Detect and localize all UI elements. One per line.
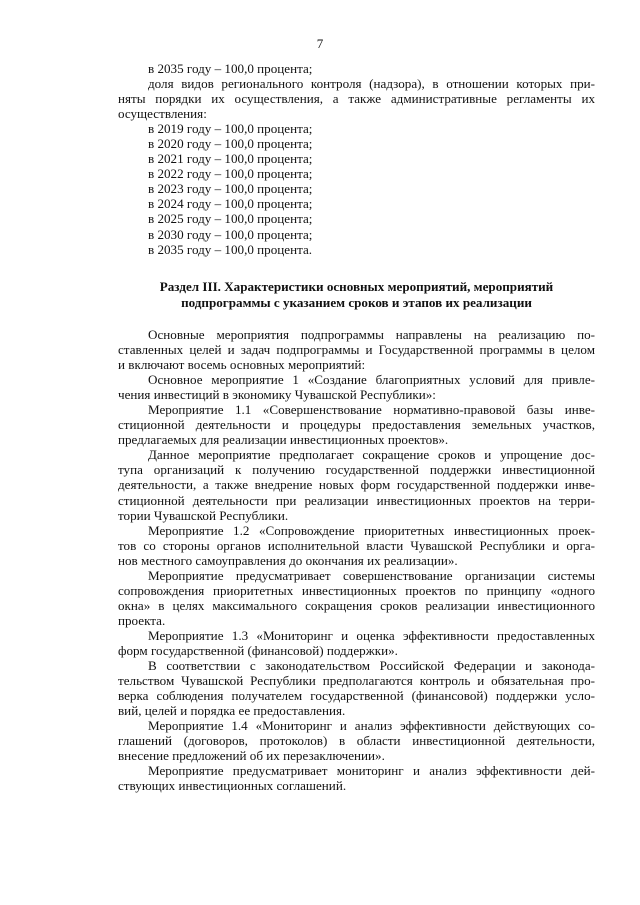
body-line: верка соблюдения получателем государственной (финансовой) поддержки усло- (118, 688, 595, 704)
paragraph-line: осуществления: (118, 106, 207, 122)
year-line: в 2022 году – 100,0 процента; (148, 166, 313, 182)
body-line: чения инвестиций в экономику Чувашской Республики»: (118, 387, 436, 403)
body-line: тупа организаций к получению государственной поддержки инвестиционной (118, 462, 595, 478)
body-line: Мероприятие предусматривает совершенствование организации системы (148, 567, 595, 583)
year-line: в 2023 году – 100,0 процента; (148, 181, 313, 197)
year-line: в 2030 году – 100,0 процента; (148, 226, 313, 242)
body-line: стиционной деятельности при реализации инвестиционных проектов на терри- (118, 492, 595, 508)
body-line: Основные мероприятия подпрограммы направлены на реализацию по- (148, 327, 595, 342)
body-line: Мероприятие 1.2 «Сопровождение приоритетных инвестиционных проек- (148, 522, 595, 538)
body-line: вий, целей и порядка ее предоставления. (118, 703, 346, 719)
paragraph-line: доля видов регионального контроля (надзора), в отношении которых при- (148, 76, 595, 92)
body-line: ставленных целей и задач подпрограммы и Государственной программы в целом (118, 342, 595, 358)
year-line: в 2019 году – 100,0 процента; (148, 121, 313, 137)
year-line: в 2035 году – 100,0 процента. (148, 241, 313, 257)
body-line: нов местного самоуправления до окончания их реализации». (118, 552, 458, 568)
body-text (118, 327, 595, 793)
body-line: Данное мероприятие предполагает сокращение сроков и упрощение дос- (148, 447, 595, 463)
year-line-2035-first: в 2035 году – 100,0 процента; (148, 61, 313, 76)
year-line: в 2020 году – 100,0 процента; (148, 136, 313, 152)
body-line: В соответствии с законодательством Российской Федерации и законода- (148, 658, 595, 674)
year-line: в 2025 году – 100,0 процента; (148, 211, 313, 227)
body-line: тории Чувашской Республики. (118, 507, 289, 523)
section-heading (118, 279, 595, 310)
paragraph-line: няты порядки их осуществления, а также административные регламенты их (118, 91, 595, 107)
body-line: предлагаемых для реализации инвестиционных проектов». (118, 432, 449, 448)
body-line: ствующих инвестиционных соглашений. (118, 778, 347, 794)
body-line: окна» в целях максимального сокращения сроков реализации инвестиционного (118, 597, 595, 613)
body-line: Мероприятие 1.3 «Мониторинг и оценка эффективности предоставленных (148, 627, 595, 643)
body-line: форм государственной (финансовой) поддержки». (118, 642, 398, 658)
body-line: Мероприятие 1.4 «Мониторинг и анализ эффективности действующих со- (148, 718, 595, 734)
page-number: 7 (316, 36, 324, 51)
body-line: сопровождения приоритетных инвестиционных проектов по принципу «одного (118, 582, 595, 598)
year-line: в 2024 году – 100,0 процента; (148, 196, 313, 212)
body-line: внесение предложений об их перезаключении». (118, 748, 385, 764)
top-block (118, 61, 595, 257)
body-line: и включают восемь основных мероприятий: (118, 357, 366, 373)
body-line: тельством Чувашской Республики предполагаются контроль и обязательная про- (118, 673, 595, 689)
section-heading-line: подпрограммы с указанием сроков и этапов их реализации (181, 294, 532, 310)
body-line: тов со стороны органов исполнительной власти Чувашской Республики и орга- (118, 537, 595, 553)
section-heading-line: Раздел III. Характеристики основных мероприятий, мероприятий (159, 279, 554, 294)
body-line: Основное мероприятие 1 «Создание благоприятных условий для привле- (148, 372, 595, 388)
body-line: Мероприятие 1.1 «Совершенствование нормативно-правовой базы инве- (148, 402, 595, 418)
body-line: стиционной деятельности и процедуры предоставления земельных участков, (118, 417, 595, 433)
body-line: Мероприятие предусматривает мониторинг и анализ эффективности дей- (148, 763, 595, 779)
body-line: деятельности, а также внедрение новых форм государственной поддержки инве- (118, 477, 595, 493)
year-line: в 2021 году – 100,0 процента; (148, 151, 313, 167)
body-line: глашений (договоров, протоколов) в области инвестиционной деятельности, (118, 733, 595, 749)
body-line: проекта. (118, 612, 166, 628)
